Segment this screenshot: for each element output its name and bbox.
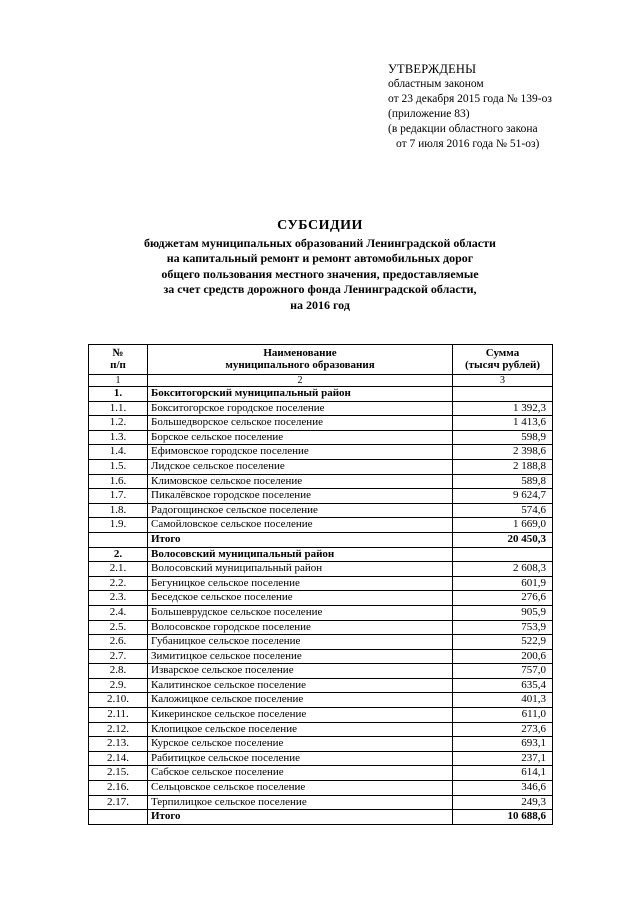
header-sum: Сумма (тысяч рублей) xyxy=(453,345,553,375)
table-row: 2.3. Беседское сельское поселение 276,6 xyxy=(89,591,553,606)
table-row: 2.7. Зимитицкое сельское поселение 200,6 xyxy=(89,649,553,664)
section-header-row: 1. Бокситогорский муниципальный район xyxy=(89,387,553,402)
table-row: 2.6. Губаницкое сельское поселение 522,9 xyxy=(89,635,553,650)
table-row: 2.16. Сельцовское сельское поселение 346,6 xyxy=(89,781,553,796)
table-row: 2.9. Калитинское сельское поселение 635,4 xyxy=(89,678,553,693)
title-line: бюджетам муниципальных образований Ленинградской области xyxy=(144,235,496,250)
table-row: 1.8. Радогощинское сельское поселение 574,6 xyxy=(89,503,553,518)
table-row: 2.15. Сабское сельское поселение 614,1 xyxy=(89,766,553,781)
table-row: 1.1. Бокситогорское городское поселение 1 392,3 xyxy=(89,401,553,416)
header-number: № п/п xyxy=(89,345,148,375)
approval-block xyxy=(388,62,552,152)
approval-line: от 23 декабря 2015 года № 139-оз xyxy=(388,93,552,105)
table-row: 2.4. Большеврудское сельское поселение 905,9 xyxy=(89,605,553,620)
title-main: СУБСИДИИ xyxy=(277,218,363,233)
column-number-row: 1 2 3 xyxy=(89,375,553,387)
table-body xyxy=(89,387,553,825)
title-line: за счет средств дорожного фонда Ленинградской области, xyxy=(163,282,477,297)
table-row: 1.7. Пикалёвское городское поселение 9 624,7 xyxy=(89,489,553,504)
table-row: 2.14. Рабитицкое сельское поселение 237,1 xyxy=(89,751,553,766)
total-row: Итого 10 688,6 xyxy=(89,810,553,825)
title-line: общего пользования местного значения, предоставляемые xyxy=(161,266,479,281)
table-row: 1.2. Большедворское сельское поселение 1 413,6 xyxy=(89,416,553,431)
table-row: 2.8. Изварское сельское поселение 757,0 xyxy=(89,664,553,679)
table-row: 2.12. Клопицкое сельское поселение 273,6 xyxy=(89,722,553,737)
table-header-row xyxy=(89,345,553,375)
title-line: на капитальный ремонт и ремонт автомобильных дорог xyxy=(166,251,474,266)
table-row: 2.10. Каложицкое сельское поселение 401,3 xyxy=(89,693,553,708)
table-row: 1.9. Самойловское сельское поселение 1 669,0 xyxy=(89,518,553,533)
header-name: Наименование муниципального образования xyxy=(148,345,453,375)
subsidies-table xyxy=(88,344,553,825)
table-row: 1.3. Борское сельское поселение 598,9 xyxy=(89,430,553,445)
table-row: 2.11. Кикеринское сельское поселение 611,0 xyxy=(89,708,553,723)
approval-line: от 7 июля 2016 года № 51-оз) xyxy=(396,138,540,150)
table-row: 2.17. Терпилицкое сельское поселение 249,3 xyxy=(89,795,553,810)
table-row: 1.4. Ефимовское городское поселение 2 398,6 xyxy=(89,445,553,460)
table-row: 2.2. Бегуницкое сельское поселение 601,9 xyxy=(89,576,553,591)
document-title xyxy=(0,218,640,314)
approval-line: (приложение 83) xyxy=(388,108,470,120)
total-row: Итого 20 450,3 xyxy=(89,532,553,547)
table-row: 1.5. Лидское сельское поселение 2 188,8 xyxy=(89,459,553,474)
table-row: 1.6. Климовское сельское поселение 589,8 xyxy=(89,474,553,489)
table-row: 2.5. Волосовское городское поселение 753,9 xyxy=(89,620,553,635)
approval-line: областным законом xyxy=(388,78,484,90)
approval-title: УТВЕРЖДЕНЫ xyxy=(388,62,477,76)
table-row: 2.13. Курское сельское поселение 693,1 xyxy=(89,737,553,752)
approval-line: (в редакции областного закона xyxy=(388,123,538,135)
title-line: на 2016 год xyxy=(290,297,350,312)
section-header-row: 2. Волосовский муниципальный район xyxy=(89,547,553,562)
table-row: 2.1. Волосовский муниципальный район 2 608,3 xyxy=(89,562,553,577)
